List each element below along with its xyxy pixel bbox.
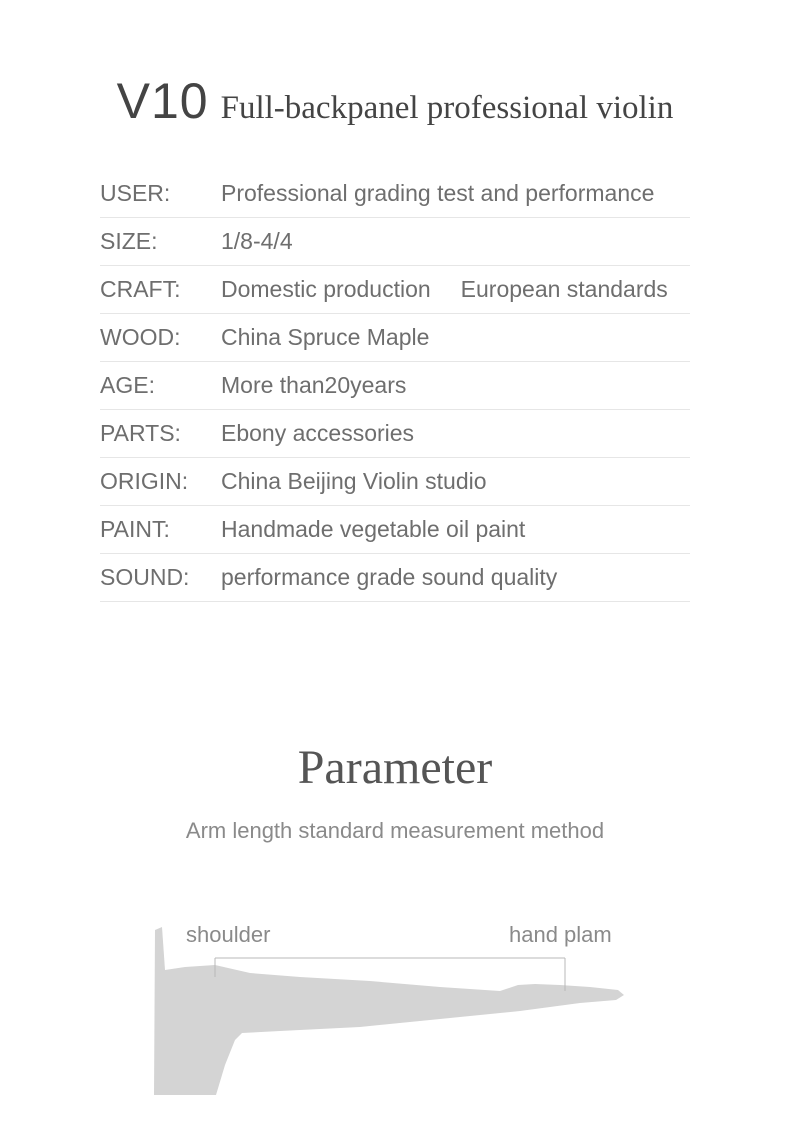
spec-label: USER: — [100, 180, 171, 206]
spec-label: PARTS: — [100, 420, 181, 446]
spec-row-size — [100, 218, 690, 266]
spec-row-age — [100, 362, 690, 410]
spec-row-parts — [100, 410, 690, 458]
model-name: V10 — [116, 73, 209, 129]
spec-value: Ebony accessories — [221, 420, 415, 446]
product-title: Full-backpanel professional violin — [220, 90, 674, 126]
spec-row-wood — [100, 314, 690, 362]
spec-row-craft — [100, 266, 690, 314]
shoulder-label: shoulder — [186, 922, 271, 947]
spec-label: ORIGIN: — [100, 468, 189, 494]
page-title — [0, 72, 790, 130]
spec-value: performance grade sound quality — [221, 564, 558, 590]
spec-value: 1/8-4/4 — [221, 228, 293, 254]
spec-label: AGE: — [100, 372, 155, 398]
spec-table — [100, 170, 690, 602]
parameter-subtitle: Arm length standard measurement method — [185, 818, 605, 843]
spec-label: CRAFT: — [100, 276, 181, 302]
spec-row-paint — [100, 506, 690, 554]
spec-label: PAINT: — [100, 516, 170, 542]
spec-value: Handmade vegetable oil paint — [221, 516, 526, 542]
spec-value: More than20years — [221, 372, 407, 398]
spec-value: Professional grading test and performance — [221, 180, 655, 206]
spec-label: WOOD: — [100, 324, 181, 350]
spec-label: SIZE: — [100, 228, 158, 254]
spec-value-group — [221, 276, 690, 303]
spec-value: China Beijing Violin studio — [221, 468, 487, 494]
parameter-title: Parameter — [297, 741, 493, 794]
spec-value: Domestic production — [221, 276, 431, 302]
spec-value-secondary: European standards — [460, 276, 668, 302]
spec-label: SOUND: — [100, 564, 190, 590]
arm-silhouette — [154, 927, 624, 1095]
spec-row-origin — [100, 458, 690, 506]
hand-palm-label: hand plam — [509, 922, 612, 947]
spec-value: China Spruce Maple — [221, 324, 430, 350]
spec-row-user — [100, 170, 690, 218]
spec-row-sound — [100, 554, 690, 602]
